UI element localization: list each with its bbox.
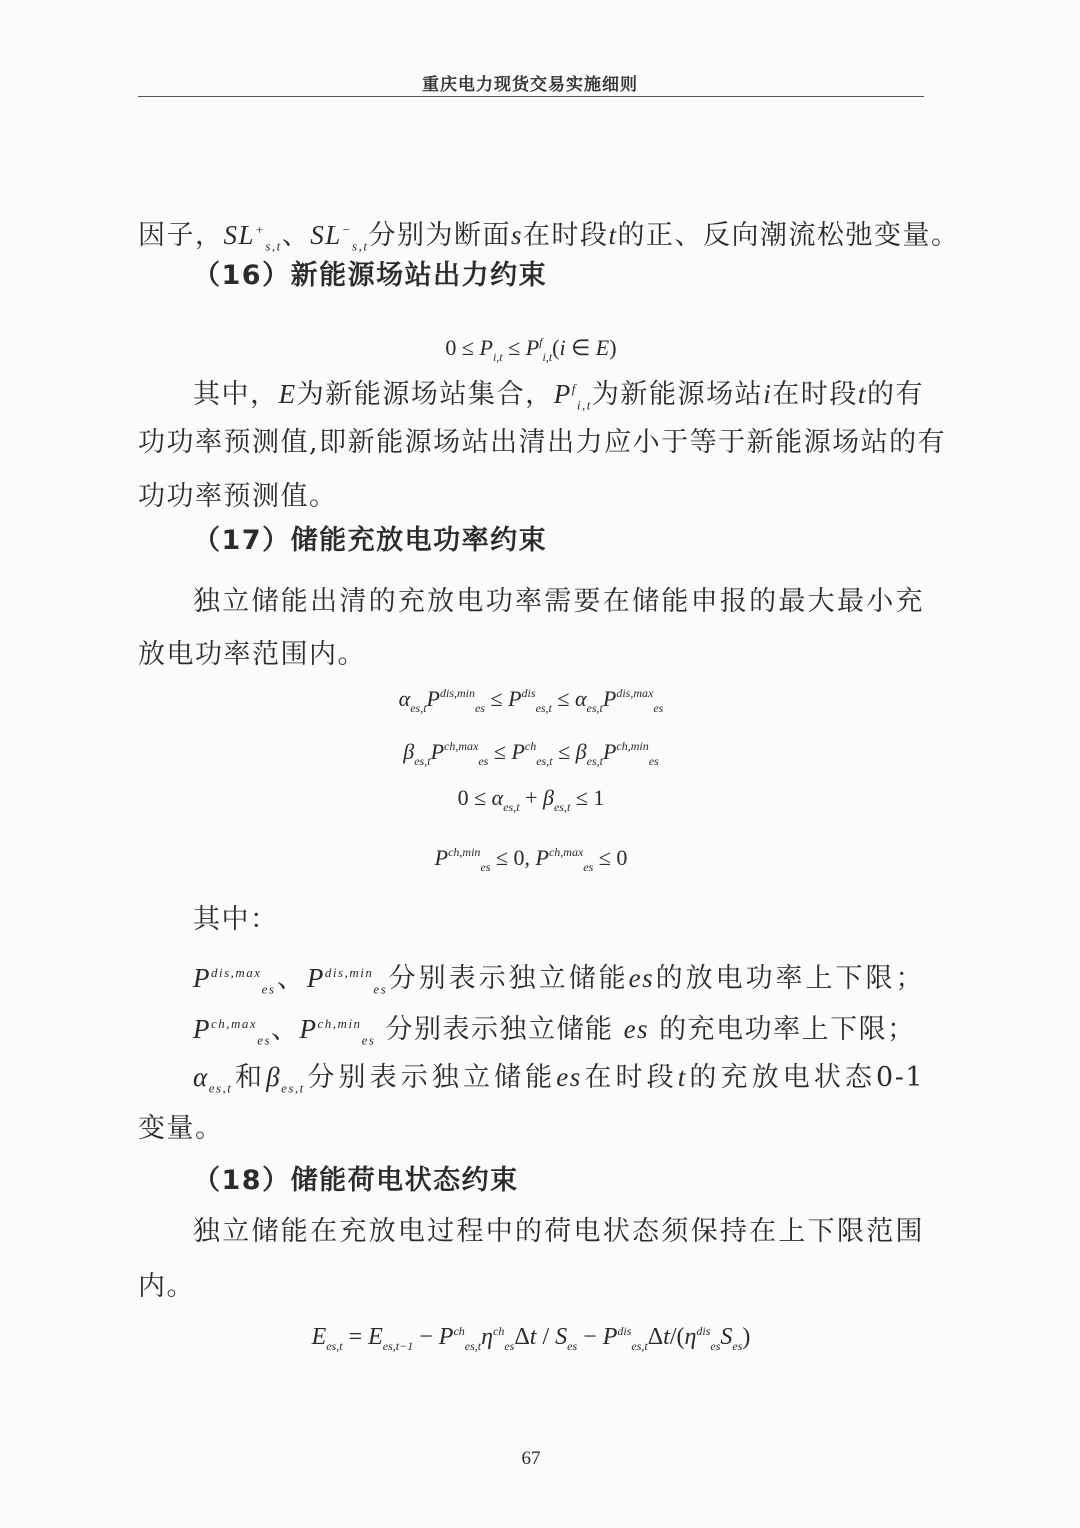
- where-label: 其中：: [193, 904, 279, 935]
- body-line-16-2: 功功率预测值,即新能源场站出清出力应小于等于新能源场站的有: [138, 427, 947, 458]
- body-line-18-1: 独立储能在充放电过程中的荷电状态须保持在上下限范围: [193, 1216, 924, 1247]
- formula-16: $0 \le P_{i,t} \le P^f_{i,t}(i$ ∈ E): [445, 335, 617, 364]
- formula-18: $E_{es,t} = E_{es,t-1} - P^{ch}_{es,t}\eta^{ch}_{es}\Delta t / S_{es} - P^{dis}_{es,t}\Delta t/(\eta^{dis}_{es}S_{es})$: [311, 1324, 751, 1353]
- formula-17a: $\alpha_{es,t}P^{dis,min}_{es} \le P^{dis}_{es,t} \le \alpha_{es,t}P^{dis,max}_{es}$: [398, 686, 664, 715]
- body-line-17-1: 独立储能出清的充放电功率需要在储能申报的最大最小充: [193, 586, 924, 617]
- formula-17b: $\beta_{es,t}P^{ch,max}_{es} \le P^{ch}_{es,t} \le \beta_{es,t}P^{ch,min}_{es}$: [403, 739, 659, 768]
- formula-17d: $P^{ch,min}_{es} \le 0$, $P^{ch,max}_{es} \le 0$: [434, 845, 628, 874]
- body-line-1: 因子，$SL^+_{s,t}$、$SL^-_{s,t}$分别为断面s在时段t的正、反向潮流松弛变量。: [138, 220, 960, 254]
- definition-3-cont: 变量。: [138, 1113, 224, 1144]
- body-line-17-2: 放电功率范围内。: [138, 639, 366, 670]
- running-header: 重庆电力现货交易实施细则: [422, 75, 638, 95]
- section-heading-17: （17）储能充放电功率约束: [193, 525, 548, 556]
- definition-1: $P^{dis,max}_{es}$、$P^{dis,min}_{es}$分别表示独立储能es的放电功率上下限；: [193, 963, 925, 997]
- body-line-18-2: 内。: [138, 1271, 195, 1302]
- body-line-16-3: 功功率预测值。: [138, 481, 338, 512]
- formula-17c: $0 \le \alpha_{es,t} + \beta_{es,t} \le 1$: [457, 785, 605, 814]
- header-rule: [138, 96, 924, 97]
- definition-2: $P^{ch,max}_{es}$、$P^{ch,min}_{es}$ 分别表示独立储能 es 的充电功率上下限；: [193, 1014, 916, 1048]
- body-line-16-1: 其中，E为新能源场站集合，$P^f_{i,t}$为新能源场站i在时段t的有: [193, 379, 925, 413]
- section-heading-16: （16）新能源场站出力约束: [193, 260, 548, 291]
- section-heading-18: （18）储能荷电状态约束: [193, 1165, 519, 1196]
- page-number: 67: [521, 1448, 541, 1469]
- definition-3: $\alpha_{es,t}$和$\beta_{es,t}$分别表示独立储能es在时段t的充放电状态0-1: [193, 1062, 925, 1096]
